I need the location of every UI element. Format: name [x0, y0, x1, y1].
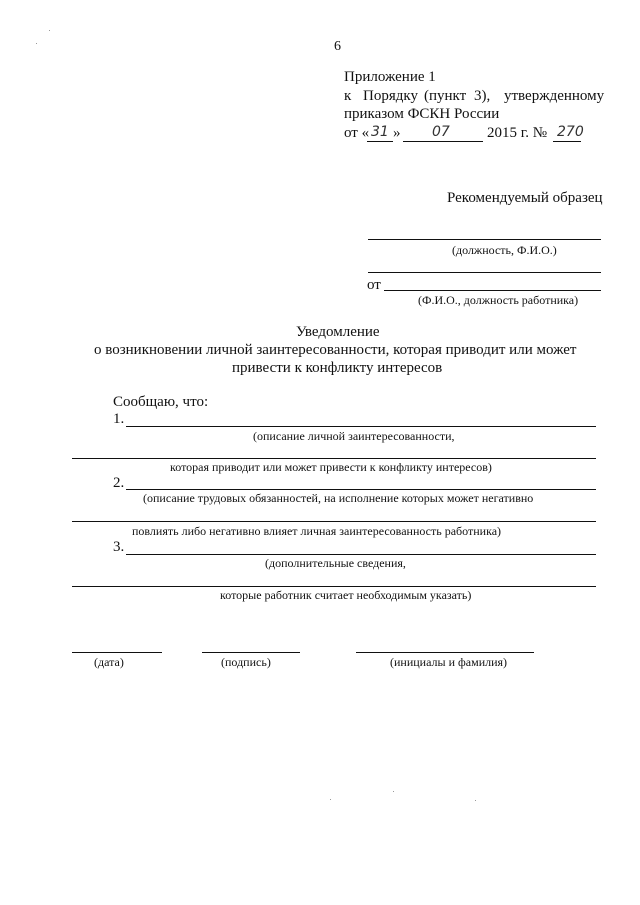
scan-speck — [49, 30, 50, 31]
order-number-value: 270 — [557, 124, 584, 140]
signature-caption: (подпись) — [221, 655, 271, 669]
item2-caption1: (описание трудовых обязанностей, на исполнение которых может негативно — [143, 491, 534, 505]
item3-caption2: которые работник считает необходимым указать) — [220, 588, 472, 602]
order-number-underline — [553, 141, 581, 142]
item1-caption2: которая приводит или может привести к конфликту интересов) — [170, 460, 492, 474]
from-caption: (Ф.И.О., должность работника) — [418, 293, 579, 307]
from-label: от — [367, 277, 381, 293]
addressee-line-2 — [368, 272, 601, 273]
date-month-underline — [403, 141, 483, 142]
notice-subtitle-line1: о возникновении личной заинтересованности, которая приводит или может — [94, 342, 577, 358]
name-signature-line — [356, 652, 534, 653]
notice-subtitle-line2: привести к конфликту интересов — [232, 360, 443, 376]
signature-line — [202, 652, 300, 653]
date-month-value: 07 — [432, 124, 450, 140]
date-caption: (дата) — [94, 655, 124, 669]
addressee-line — [368, 239, 601, 240]
date-day-value: 31 — [371, 124, 389, 140]
appendix-title: Приложение 1 — [344, 69, 436, 85]
item2-caption2: повлиять либо негативно влияет личная заинтересованность работника) — [132, 524, 502, 538]
scan-speck — [36, 43, 37, 44]
item1-caption1: (описание личной заинтересованности, — [253, 429, 455, 443]
item1-line — [126, 426, 596, 427]
notice-title: Уведомление — [296, 324, 380, 340]
from-line — [384, 290, 601, 291]
name-caption: (инициалы и фамилия) — [390, 655, 508, 669]
item3-line-2 — [72, 586, 596, 587]
item3-number: 3. — [113, 539, 125, 555]
intro-text: Сообщаю, что: — [113, 394, 209, 410]
scan-speck — [393, 791, 394, 792]
recommended-sample-label: Рекомендуемый образец — [447, 190, 603, 206]
page-number: 6 — [334, 39, 341, 54]
scan-speck — [475, 800, 476, 801]
item3-caption1: (дополнительные сведения, — [265, 556, 406, 570]
item2-line-2 — [72, 521, 596, 522]
appendix-order-line: приказом ФСКН России — [344, 106, 500, 122]
addressee-caption: (должность, Ф.И.О.) — [452, 243, 557, 257]
item2-line — [126, 489, 596, 490]
item1-number: 1. — [113, 411, 125, 427]
date-signature-line — [72, 652, 162, 653]
item2-number: 2. — [113, 475, 125, 491]
scan-speck — [330, 799, 331, 800]
item1-line-2 — [72, 458, 596, 459]
item3-line — [126, 554, 596, 555]
date-day-underline — [367, 141, 393, 142]
